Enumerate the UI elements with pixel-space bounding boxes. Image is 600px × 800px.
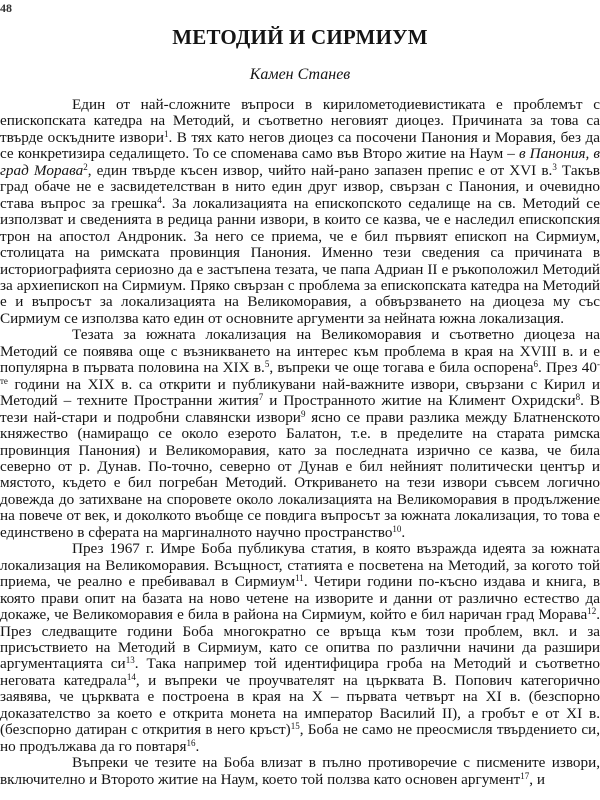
- text-run: Въпреки че тезите на Боба влизат в пълно противоречие с писмените извори, включително и Второто житие на Наум, което той ползва като основен аргумент: [0, 754, 600, 788]
- text-run: , и въпреки че проучвателят на църквата В. Попович категорично заявява, че църквата е построена в края на X – първата четвърт на XI в. (безспорно доказателство за което е открита монета на император Василий II), а гробът е от XI в. (безспорно датиран с открития в него кръст): [0, 671, 600, 739]
- text-run: , един твърде късен извор, чийто най-рано запазен препис е от XVI в.: [87, 161, 553, 179]
- footnote-marker: 17: [520, 770, 530, 781]
- text-run: . Така например той идентифицира гроба на Методий и съответно неговата катедрала: [0, 655, 600, 689]
- paragraph: [0, 97, 600, 327]
- article-author: Камен Станев: [249, 66, 351, 83]
- footnote-marker: 16: [186, 737, 196, 748]
- footnote-marker: 5: [264, 359, 270, 370]
- text-run: . През 40: [537, 359, 597, 377]
- text-run: , и: [529, 770, 545, 788]
- footnote-marker: 2: [83, 161, 88, 172]
- text-run: Такъв град обаче не е засвидетелстван в нито един друг извор, свързан с Панония, и очевидно става въпрос за грешка: [0, 161, 600, 212]
- footnote-marker: 3: [552, 161, 557, 172]
- article-body: [0, 97, 600, 788]
- text-run: .: [401, 523, 406, 541]
- article-title: МЕТОДИЙ И СИРМИУМ: [172, 25, 428, 49]
- paragraph: [0, 541, 600, 755]
- text-run: . В тях като негов диоцез са посочени Панония и Моравия, без да се конкретизира седалището. То се споменава само във Второ житие на Наум –: [0, 128, 600, 163]
- footnote-marker: 11: [295, 573, 304, 584]
- text-run: Тезата за южната локализация на Великоморавия и съответно диоцеза на Методий се появява още с възникването на интерес към проблема в края на XVIII в. и е популярна в първата половина на XIX в.: [0, 326, 600, 377]
- text-run: .: [195, 737, 200, 755]
- footnote-marker: 10: [392, 523, 402, 534]
- page-number: 48: [0, 1, 12, 15]
- text-run: , въпреки че още тогава е била оспорена: [269, 359, 534, 377]
- footnote-marker: 14: [126, 671, 136, 682]
- paragraph: [0, 755, 600, 788]
- footnote-marker: 6: [533, 359, 538, 370]
- footnote-marker: 1: [163, 128, 169, 139]
- text-run: , Боба не само не преосмисля твърдението си, но продължава да го повтаря: [0, 721, 600, 755]
- text-run: . В тези най-стари и подробни славянски извори: [0, 392, 600, 426]
- italic-quote: в Панония, в град Морава: [0, 145, 600, 179]
- paragraph: [0, 327, 600, 541]
- text-run: Един от най-сложните въпроси в кирилометодиевистиката е проблемът с епископската катедра на Методий, и съответно неговият диоцез. Причината за това са твърде оскъдните извори: [0, 96, 600, 146]
- footnote-marker: 9: [300, 408, 306, 419]
- footnote-marker: 15: [290, 721, 300, 732]
- text-run: и Пространното житие на Климент Охридски: [263, 392, 576, 410]
- footnote-marker: 7: [258, 392, 264, 403]
- text-run: . През следващите години Боба многократно се връща към този проблем, вкл. и за присъствието на Методий в Сирмиум, като се опитва по различни начини да разшири аргументацията си: [0, 606, 600, 673]
- text-run: ясно се прави разлика между Блатненското княжество (намиращо се около езерото Балатон, т.е. в пределите на старата римска провинция Панония) и Великоморавия, като за последната изрично се казва, че била северно от р. Дунав. По-точно, северно от Дунав е бил нейният политически център и мястото, където е бил погребан Методий. Откриването на тези извори съвсем логично довежда до затихване на споровете около локализацията на Великоморавия в продължение на повече от век, и доколкото въобще се повдига въпросът за южната локализация, то това е единствено в сферата на маргиналното научно пространство: [0, 408, 600, 541]
- text-run: През 1967 г. Имре Боба публикува статия, в която възражда идеята за южната локализация на Великоморавия. Всъщност, статията е посветена на Методий, за когото той приема, че реално е пребивавал в Сирмиум: [0, 540, 600, 591]
- text-run: . За локализацията на епископското седалище на св. Методий се използват и сведенията в редица ранни извори, в които се казва, че е наследил епископския трон на апостол Андроник. За него се приема, че е бил първият епископ на Сирмиум, столицата на римската провинция Панония. Именно тези сведения са причината в историографията сериозно да е застъпена тезата, че папа Адриан II е ръкоположил Методий за архиепископ на Сирмиум. Пряко свързан с проблема за епископската катедра на Методий е и въпросът за локализацията на Великоморавия, а обвързването на диоцеза му със Сирмиум се използва като един от основните аргументи за нейната южна локализация.: [0, 194, 600, 327]
- footnote-marker: 4: [157, 194, 162, 205]
- text-run: години на XIX в. са открити и публикувани най-важните извори, свързани с Кирил и Методий – техните Пространни жития: [0, 375, 600, 410]
- footnote-marker: 8: [575, 392, 581, 403]
- footnote-marker: -те: [0, 359, 600, 386]
- footnote-marker: 12: [587, 606, 597, 617]
- footnote-marker: 13: [125, 655, 135, 666]
- text-run: . Четири години по-късно издава и книга, в която прави опит на базата на ново четене на изворите и данни от различно естество да докаже, че Великоморавия е била в района на Сирмиум, който е бил наричан град Морава: [0, 573, 600, 624]
